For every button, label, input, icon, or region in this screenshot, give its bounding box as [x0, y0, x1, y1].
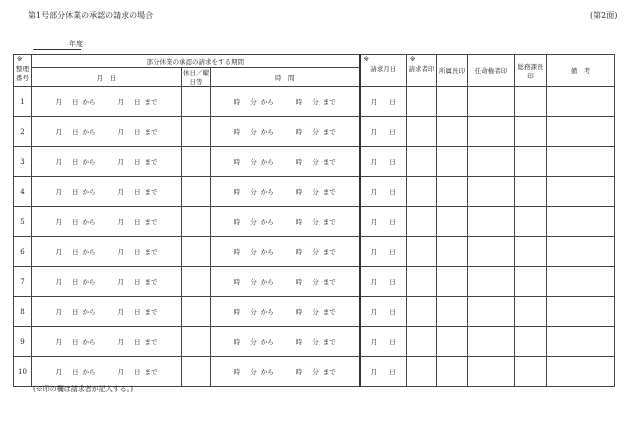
unit-day: 日: [72, 218, 79, 226]
unit-until: まで: [144, 128, 158, 136]
unit-until: まで: [322, 338, 336, 346]
date-range-cell[interactable]: [32, 327, 182, 357]
unit-day: 日: [72, 98, 79, 106]
unit-hour: 時: [295, 368, 303, 376]
unit-month: 月: [55, 188, 62, 196]
request-date-label: 請求月日: [370, 65, 397, 73]
row-number: 10: [14, 357, 32, 387]
table-body: [14, 87, 615, 387]
unit-hour: 時: [295, 98, 303, 106]
unit-day: 日: [134, 338, 141, 346]
request-date-cell[interactable]: [360, 87, 407, 117]
unit-from: から: [82, 128, 96, 136]
unit-month: 月: [117, 248, 124, 256]
appointer-seal-cell[interactable]: [468, 117, 515, 147]
unit-hour: 時: [233, 278, 241, 286]
unit-minute: 分: [312, 368, 319, 376]
requester-seal-cell[interactable]: [407, 117, 437, 147]
date-range-cell[interactable]: [32, 87, 182, 117]
unit-hour: 時: [295, 188, 303, 196]
request-date-cell[interactable]: [360, 207, 407, 237]
unit-day: 日: [72, 308, 79, 316]
time-range-cell[interactable]: [211, 177, 360, 207]
remarks-cell[interactable]: [547, 237, 615, 267]
unit-month: 月: [370, 218, 378, 226]
requester-seal-label: 請求者印: [408, 65, 435, 73]
appointer-seal-cell[interactable]: [468, 297, 515, 327]
unit-hour: 時: [233, 158, 241, 166]
date-range-cell[interactable]: [32, 147, 182, 177]
unit-month: 月: [117, 368, 124, 376]
general-mgr-seal-cell[interactable]: [515, 357, 547, 387]
unit-minute: 分: [312, 218, 319, 226]
unit-day: 日: [72, 338, 79, 346]
remarks-cell[interactable]: [547, 327, 615, 357]
request-date-cell[interactable]: [360, 267, 407, 297]
unit-from: から: [82, 368, 96, 376]
unit-hour: 時: [233, 338, 241, 346]
unit-from: から: [82, 98, 96, 106]
general-mgr-seal-cell[interactable]: [515, 297, 547, 327]
dow-cell[interactable]: [182, 147, 211, 177]
unit-hour: 時: [233, 308, 241, 316]
dept-head-seal-cell[interactable]: [437, 207, 468, 237]
unit-until: まで: [322, 278, 336, 286]
request-date-cell[interactable]: [360, 327, 407, 357]
unit-until: まで: [144, 218, 158, 226]
request-date-cell[interactable]: [360, 237, 407, 267]
appointer-seal-cell[interactable]: [468, 357, 515, 387]
unit-hour: 時: [233, 218, 241, 226]
unit-day: 日: [134, 158, 141, 166]
unit-from: から: [260, 338, 274, 346]
unit-from: から: [260, 218, 274, 226]
dept-head-seal-cell[interactable]: [437, 327, 468, 357]
time-range-cell[interactable]: [211, 207, 360, 237]
requester-seal-cell[interactable]: [407, 327, 437, 357]
unit-month: 月: [117, 158, 124, 166]
unit-day: 日: [389, 188, 396, 196]
unit-until: まで: [322, 368, 336, 376]
time-range-cell[interactable]: [211, 357, 360, 387]
page-number: (第2面): [590, 11, 618, 20]
row-number: 3: [14, 147, 32, 177]
unit-minute: 分: [312, 308, 319, 316]
general-mgr-seal-cell[interactable]: [515, 117, 547, 147]
form-title: 第1号部分休業の承認の請求の場合: [28, 11, 154, 20]
unit-until: まで: [322, 128, 336, 136]
unit-month: 月: [55, 248, 62, 256]
appointer-seal-cell[interactable]: [468, 147, 515, 177]
dow-cell[interactable]: [182, 327, 211, 357]
table-row: [14, 147, 615, 177]
table-row: [14, 267, 615, 297]
footnote: (※印の欄は請求者が記入する。): [33, 385, 133, 393]
table-row: [14, 207, 615, 237]
unit-minute: 分: [250, 218, 257, 226]
unit-month: 月: [370, 128, 378, 136]
general-mgr-seal-cell[interactable]: [515, 147, 547, 177]
row-number: 9: [14, 327, 32, 357]
unit-from: から: [82, 308, 96, 316]
dept-head-seal-cell[interactable]: [437, 267, 468, 297]
unit-month: 月: [55, 158, 62, 166]
appointer-seal-cell[interactable]: [468, 267, 515, 297]
unit-until: まで: [322, 188, 336, 196]
requester-seal-header: [407, 55, 437, 87]
requester-seal-cell[interactable]: [407, 297, 437, 327]
unit-until: まで: [322, 218, 336, 226]
time-range-cell[interactable]: [211, 297, 360, 327]
unit-hour: 時: [233, 368, 241, 376]
unit-month: 月: [370, 188, 378, 196]
unit-month: 月: [117, 338, 124, 346]
unit-day: 日: [134, 308, 141, 316]
remarks-header: 備 考: [547, 55, 615, 87]
date-range-cell[interactable]: [32, 237, 182, 267]
unit-from: から: [260, 248, 274, 256]
unit-from: から: [260, 308, 274, 316]
year-label: 年度: [69, 40, 83, 48]
unit-from: から: [82, 338, 96, 346]
dept-head-seal-cell[interactable]: [437, 357, 468, 387]
dow-cell[interactable]: [182, 87, 211, 117]
row-number: 2: [14, 117, 32, 147]
unit-month: 月: [55, 338, 62, 346]
unit-month: 月: [55, 278, 62, 286]
unit-month: 月: [117, 308, 124, 316]
unit-minute: 分: [312, 98, 319, 106]
unit-minute: 分: [250, 308, 257, 316]
unit-month: 月: [55, 218, 62, 226]
general-mgr-seal-cell[interactable]: [515, 267, 547, 297]
requester-seal-cell[interactable]: [407, 147, 437, 177]
dow-cell[interactable]: [182, 177, 211, 207]
remarks-cell[interactable]: [547, 297, 615, 327]
unit-minute: 分: [312, 248, 319, 256]
no-header-label: 整理番号: [16, 65, 29, 82]
unit-minute: 分: [312, 128, 319, 136]
unit-month: 月: [55, 368, 62, 376]
unit-hour: 時: [295, 158, 303, 166]
unit-until: まで: [144, 368, 158, 376]
appointer-seal-header: 任命権者印: [468, 55, 515, 87]
dept-head-seal-cell[interactable]: [437, 147, 468, 177]
dept-head-seal-header: 所属長印: [437, 55, 468, 87]
unit-until: まで: [144, 158, 158, 166]
unit-day: 日: [134, 128, 141, 136]
no-header: [14, 55, 32, 87]
request-date-header: [360, 55, 407, 87]
period-group-header: [32, 55, 360, 68]
row-number: 8: [14, 297, 32, 327]
unit-minute: 分: [312, 278, 319, 286]
date-range-cell[interactable]: [32, 267, 182, 297]
unit-month: 月: [370, 338, 378, 346]
requester-seal-cell[interactable]: [407, 87, 437, 117]
unit-day: 日: [389, 308, 396, 316]
unit-day: 日: [134, 218, 141, 226]
unit-minute: 分: [312, 188, 319, 196]
unit-day: 日: [72, 158, 79, 166]
unit-from: から: [260, 98, 274, 106]
unit-hour: 時: [233, 248, 241, 256]
unit-from: から: [82, 188, 96, 196]
unit-month: 月: [370, 278, 378, 286]
unit-day: 日: [134, 278, 141, 286]
remarks-cell[interactable]: [547, 147, 615, 177]
unit-minute: 分: [250, 368, 257, 376]
unit-minute: 分: [250, 128, 257, 136]
unit-month: 月: [370, 368, 378, 376]
unit-hour: 時: [233, 98, 241, 106]
requester-seal-cell[interactable]: [407, 237, 437, 267]
unit-day: 日: [72, 128, 79, 136]
unit-day: 日: [72, 368, 79, 376]
unit-hour: 時: [295, 308, 303, 316]
unit-day: 日: [72, 278, 79, 286]
unit-month: 月: [117, 188, 124, 196]
unit-hour: 時: [295, 278, 303, 286]
time-range-cell[interactable]: [211, 87, 360, 117]
row-number: 4: [14, 177, 32, 207]
dow-cell[interactable]: [182, 117, 211, 147]
remarks-cell[interactable]: [547, 87, 615, 117]
time-header: 時 間: [211, 68, 360, 87]
appointer-seal-cell[interactable]: [468, 87, 515, 117]
unit-day: 日: [72, 188, 79, 196]
unit-day: 日: [389, 278, 396, 286]
unit-day: 日: [389, 158, 396, 166]
remarks-cell[interactable]: [547, 207, 615, 237]
unit-hour: 時: [233, 128, 241, 136]
row-number: 5: [14, 207, 32, 237]
request-date-cell[interactable]: [360, 117, 407, 147]
dow-cell[interactable]: [182, 357, 211, 387]
unit-minute: 分: [250, 158, 257, 166]
table-row: [14, 357, 615, 387]
remarks-cell[interactable]: [547, 267, 615, 297]
date-range-cell[interactable]: [32, 357, 182, 387]
unit-day: 日: [389, 248, 396, 256]
time-range-cell[interactable]: [211, 267, 360, 297]
unit-until: まで: [322, 248, 336, 256]
general-mgr-seal-cell[interactable]: [515, 207, 547, 237]
unit-day: 日: [134, 368, 141, 376]
date-range-cell[interactable]: [32, 177, 182, 207]
unit-day: 日: [134, 248, 141, 256]
time-range-cell[interactable]: [211, 327, 360, 357]
dow-cell[interactable]: [182, 237, 211, 267]
appointer-seal-cell[interactable]: [468, 327, 515, 357]
row-number: 1: [14, 87, 32, 117]
period-group-label: 部分休業の承認の請求をする期間: [146, 57, 244, 66]
dept-head-seal-cell[interactable]: [437, 117, 468, 147]
request-date-cell[interactable]: [360, 177, 407, 207]
date-range-cell[interactable]: [32, 117, 182, 147]
unit-until: まで: [144, 188, 158, 196]
unit-minute: 分: [312, 338, 319, 346]
unit-month: 月: [55, 98, 62, 106]
requester-seal-cell[interactable]: [407, 357, 437, 387]
table-row: [14, 117, 615, 147]
request-date-cell[interactable]: [360, 357, 407, 387]
unit-day: 日: [389, 98, 396, 106]
unit-hour: 時: [295, 338, 303, 346]
unit-hour: 時: [295, 128, 303, 136]
unit-month: 月: [55, 308, 62, 316]
unit-month: 月: [370, 98, 378, 106]
dow-cell[interactable]: [182, 297, 211, 327]
unit-month: 月: [117, 98, 124, 106]
unit-day: 日: [389, 128, 396, 136]
row-number: 6: [14, 237, 32, 267]
dow-header: 休日／曜日等: [183, 69, 209, 86]
unit-month: 月: [370, 248, 378, 256]
unit-until: まで: [144, 338, 158, 346]
unit-day: 日: [389, 368, 396, 376]
general-mgr-seal-cell[interactable]: [515, 87, 547, 117]
unit-day: 日: [389, 218, 396, 226]
unit-until: まで: [144, 248, 158, 256]
unit-from: から: [82, 248, 96, 256]
unit-minute: 分: [250, 188, 257, 196]
unit-from: から: [82, 218, 96, 226]
date-range-cell[interactable]: [32, 297, 182, 327]
general-mgr-seal-cell[interactable]: [515, 177, 547, 207]
requester-seal-cell[interactable]: [407, 207, 437, 237]
unit-minute: 分: [250, 338, 257, 346]
mark-symbol: ※: [17, 55, 23, 63]
unit-day: 日: [72, 248, 79, 256]
unit-until: まで: [322, 308, 336, 316]
unit-until: まで: [322, 158, 336, 166]
unit-minute: 分: [250, 248, 257, 256]
unit-until: まで: [144, 98, 158, 106]
table-row: [14, 87, 615, 117]
requester-seal-cell[interactable]: [407, 177, 437, 207]
unit-month: 月: [370, 158, 378, 166]
unit-until: まで: [322, 98, 336, 106]
unit-hour: 時: [295, 248, 303, 256]
unit-hour: 時: [233, 188, 241, 196]
mark-symbol: ※: [363, 55, 369, 63]
dow-cell[interactable]: [182, 267, 211, 297]
general-mgr-seal-cell[interactable]: [515, 327, 547, 357]
table-row: [14, 297, 615, 327]
date-range-cell[interactable]: [32, 207, 182, 237]
unit-from: から: [260, 278, 274, 286]
unit-from: から: [260, 128, 274, 136]
unit-minute: 分: [312, 158, 319, 166]
remarks-cell[interactable]: [547, 177, 615, 207]
general-mgr-seal-cell[interactable]: [515, 237, 547, 267]
dept-head-seal-cell[interactable]: [437, 237, 468, 267]
request-date-cell[interactable]: [360, 147, 407, 177]
time-range-cell[interactable]: [211, 237, 360, 267]
unit-day: 日: [389, 338, 396, 346]
unit-until: まで: [144, 278, 158, 286]
unit-day: 日: [134, 188, 141, 196]
mark-symbol: ※: [410, 55, 416, 63]
unit-from: から: [82, 158, 96, 166]
dow-cell[interactable]: [182, 207, 211, 237]
time-range-cell[interactable]: [211, 147, 360, 177]
appointer-seal-cell[interactable]: [468, 207, 515, 237]
dept-head-seal-cell[interactable]: [437, 177, 468, 207]
date-header: 月 日: [32, 68, 182, 87]
unit-minute: 分: [250, 98, 257, 106]
unit-month: 月: [117, 278, 124, 286]
unit-from: から: [260, 188, 274, 196]
general-mgr-seal-header: 総務課長印: [515, 55, 547, 87]
table-row: [14, 237, 615, 267]
unit-month: 月: [117, 218, 124, 226]
unit-hour: 時: [295, 218, 303, 226]
request-date-cell[interactable]: [360, 297, 407, 327]
leave-request-table: [13, 54, 615, 387]
table-row: [14, 327, 615, 357]
dept-head-seal-cell[interactable]: [437, 297, 468, 327]
unit-month: 月: [117, 128, 124, 136]
unit-minute: 分: [250, 278, 257, 286]
appointer-seal-cell[interactable]: [468, 177, 515, 207]
unit-month: 月: [55, 128, 62, 136]
time-range-cell[interactable]: [211, 117, 360, 147]
unit-month: 月: [370, 308, 378, 316]
unit-from: から: [82, 278, 96, 286]
unit-until: まで: [144, 308, 158, 316]
remarks-cell[interactable]: [547, 117, 615, 147]
dept-head-seal-cell[interactable]: [437, 87, 468, 117]
unit-day: 日: [134, 98, 141, 106]
appointer-seal-cell[interactable]: [468, 237, 515, 267]
remarks-cell[interactable]: [547, 357, 615, 387]
unit-from: から: [260, 158, 274, 166]
row-number: 7: [14, 267, 32, 297]
requester-seal-cell[interactable]: [407, 267, 437, 297]
table-row: [14, 177, 615, 207]
unit-from: から: [260, 368, 274, 376]
